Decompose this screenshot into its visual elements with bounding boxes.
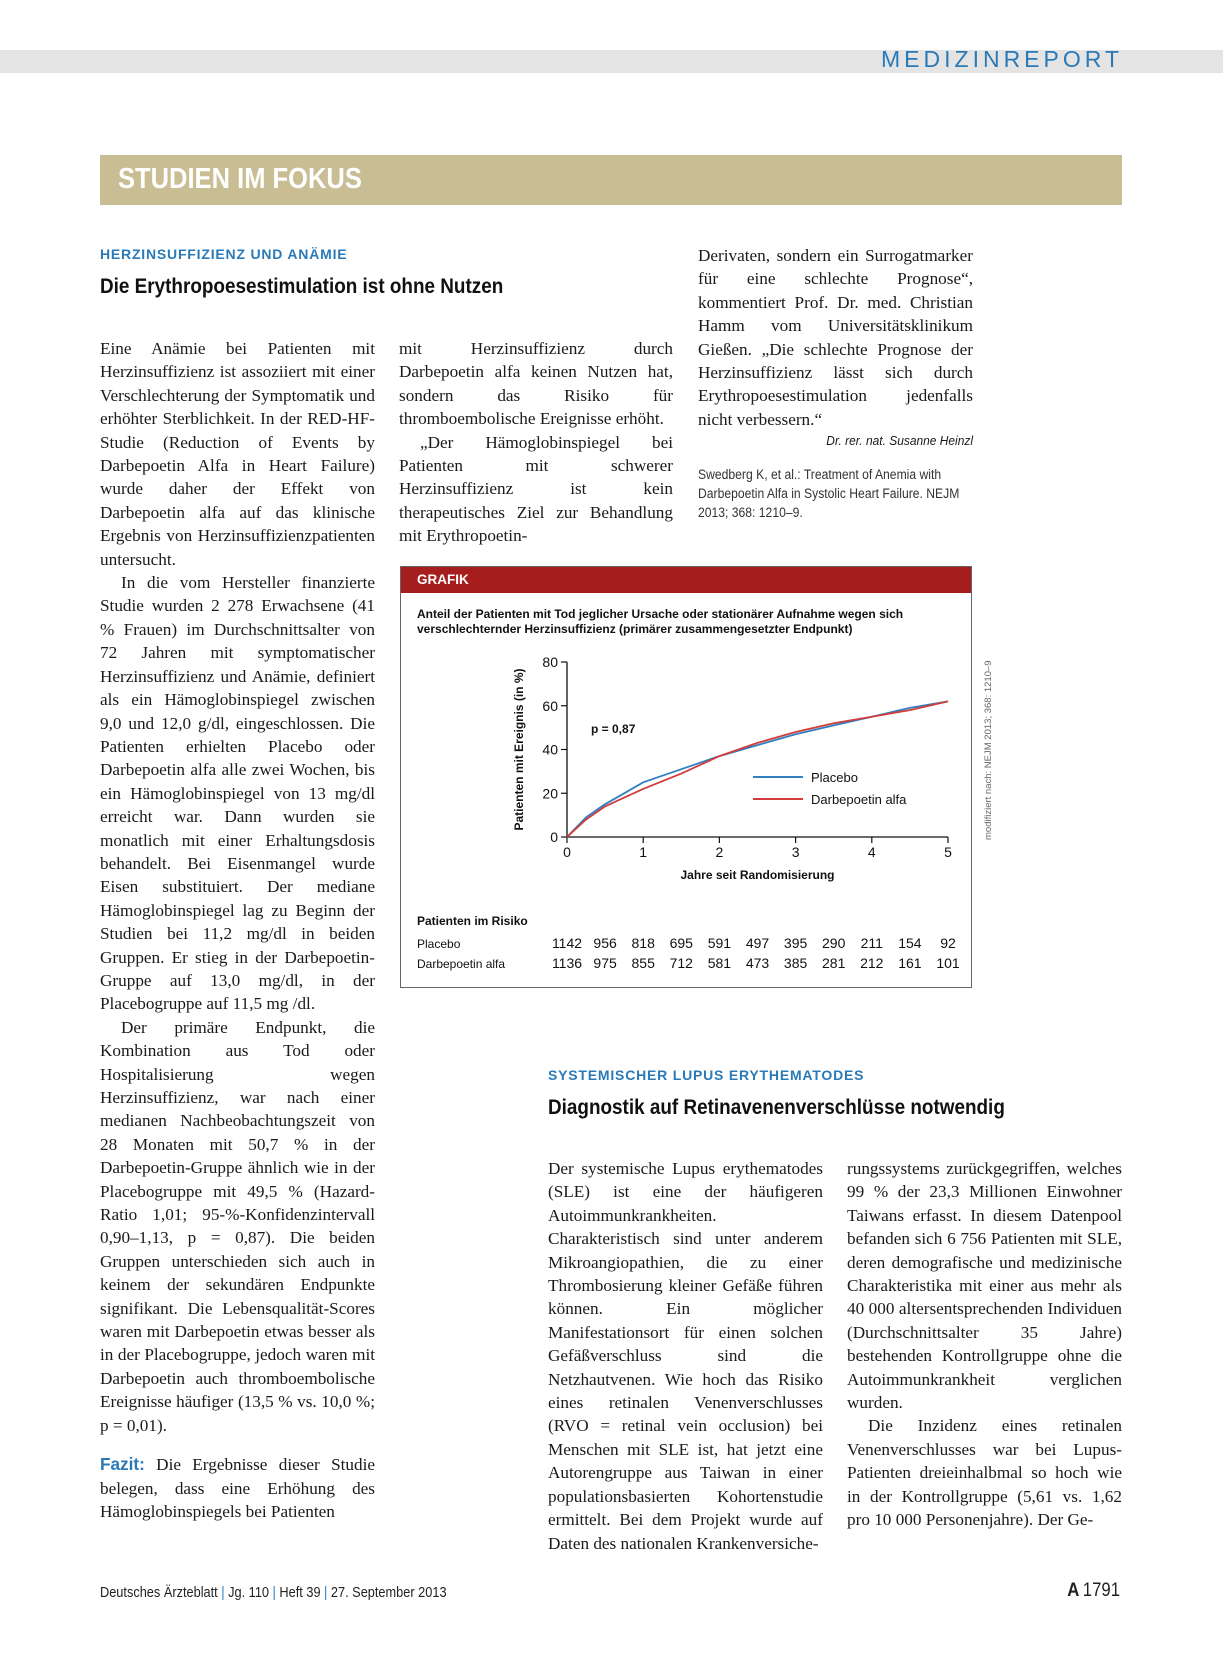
risk-table-cell: 154: [898, 935, 922, 951]
page-prefix: A: [1067, 1580, 1080, 1601]
risk-table-cell: 385: [783, 955, 808, 971]
paragraph: Derivaten, sondern ein Surrogatmarker für eine schlechte Prognose“, kommentiert Prof. Dr. med. Christian Hamm vom Universitätsklinikum Gießen. „Die schlechte Prognose der Herzinsuffizienz lässt sich durch Erythropoesestimulation jedenfalls nicht verbessern.“: [698, 246, 973, 429]
risk-table-cell: 212: [860, 955, 884, 971]
section-label: MEDIZINREPORT: [881, 46, 1123, 72]
risk-table-cell: 281: [822, 955, 846, 971]
line-chart: [401, 567, 971, 987]
risk-table-cell: 695: [669, 935, 693, 951]
page-number: [1067, 1580, 1120, 1602]
chart-title: Anteil der Patienten mit Tod jeglicher Ursache oder stationärer Aufnahme wegen sich verschlechternder Herzinsuffizienz (primärer zusammengesetzter Endpunkt): [417, 607, 904, 636]
risk-table-title: Patienten im Risiko: [417, 914, 528, 928]
x-tick-label: 4: [867, 844, 876, 860]
risk-table-cell: 211: [860, 935, 883, 951]
y-tick-label: 80: [542, 654, 558, 670]
risk-table-cell: 473: [745, 955, 770, 971]
source-note: modifiziert nach: NEJM 2013; 368: 1210–9: [983, 660, 994, 840]
y-tick-label: 40: [542, 741, 558, 758]
footer: Deutsches Ärzteblatt | Jg. 110 | Heft 39 | 27. September 2013: [100, 1585, 447, 1601]
paragraph: Die Inzidenz eines retinalen Venenverschlusses war bei Lupus-Patienten dreieinhalbmal so hoch wie in der Kontrollgruppe (5,61 vs. 1,62 pro 10 000 Personenjahre). Der Ge-: [847, 1416, 1122, 1530]
y-tick-label: 0: [550, 829, 558, 845]
article1-column-1: [100, 337, 375, 1523]
band-title: STUDIEN IM FOKUS: [118, 163, 362, 195]
page-number-value: 1791: [1082, 1580, 1120, 1601]
article2-headline: Diagnostik auf Retinavenenverschlüsse notwendig: [548, 1096, 1005, 1119]
y-tick-label: 60: [542, 697, 558, 714]
paragraph: mit Herzinsuffizienz durch Darbepoetin alfa keinen Nutzen hat, sondern das Risiko für thromboembolische Ereignisse erhöht.: [399, 339, 673, 429]
article2-column-1: [548, 1157, 823, 1555]
risk-table-cell: 395: [783, 935, 808, 951]
article1-headline: Die Erythropoesestimulation ist ohne Nutzen: [100, 275, 504, 298]
reference: Swedberg K, et al.: Treatment of Anemia with Darbepoetin Alfa in Systolic Heart Failure. NEJM 2013; 368: 1210–9.: [698, 467, 960, 520]
risk-table-cell: 161: [898, 955, 922, 971]
paragraph: In die vom Hersteller finanzierte Studie wurden 2 278 Erwachsene (41 % Frauen) im Durchschnittsalter von 72 Jahren mit symptomatischer Herzinsuffizienz und Anämie, definiert als ein Hämoglobinspiegel zwischen 9,0 und 12,0 g/dl, eingeschlossen. Die Patienten erhielten Placebo oder Darbepoetin alfa alle zwei Wochen, bis ein Hämoglobinspiegel von 13 mg/dl erreicht war. Dann wurden sie monatlich mit einer Erhaltungsdosis behandelt. Bei Eisenmangel wurde Eisen substituiert. Der mediane Hämoglobinspiegel lag zu Beginn der Studien bei 11,2 mg/dl in beiden Gruppen. Er stieg in der Darbepoetin-Gruppe auf 13,0 mg/dl, in der Placebogruppe auf 11,5 mg /dl.: [100, 573, 375, 1014]
risk-table-cell: 855: [631, 955, 655, 971]
graphic-box: [400, 566, 972, 988]
risk-table-row-label: Placebo: [417, 937, 461, 951]
x-tick-label: 5: [944, 844, 952, 860]
risk-table-cell: 1136: [551, 955, 583, 971]
x-tick-label: 3: [791, 844, 800, 860]
risk-table-row-label: Darbepoetin alfa: [417, 957, 506, 971]
risk-table-cell: 818: [631, 935, 655, 951]
fazit-label: Fazit:: [100, 1454, 145, 1475]
risk-table-cell: 1142: [551, 935, 583, 951]
x-tick-label: 2: [715, 844, 724, 860]
date: 27. September 2013: [330, 1585, 447, 1601]
paragraph: rungssystems zurückgegriffen, welches 99 % der 23,3 Millionen Einwohner Taiwans erfasst. In diesem Datenpool befanden sich 6 756 Patienten mit SLE, deren demografische und medizinische Charakteristika mit einer aus mehr als 40 000 altersentsprechenden Individuen (Durchschnittsalter 35 Jahre) bestehenden Kontrollgruppe ohne die Autoimmunkrankheit verglichen wurden.: [847, 1159, 1122, 1413]
risk-table-cell: 712: [669, 955, 693, 971]
risk-table-cell: 497: [745, 935, 770, 951]
paragraph: Der systemische Lupus erythematodes (SLE) ist eine der häufigeren Autoimmunkrankheiten. Charakteristisch sind unter anderem Mikroangiopathien, die zu einer Thrombosierung kleiner Gefäße führen können. Ein möglicher Manifestationsort für einen solchen Gefäßverschluss sind die Netzhautvenen. Wie hoch das Risiko eines retinalen Venenverschlusses (RVO = retinal vein occlusion) bei Menschen mit SLE ist, hat jetzt eine Autorengruppe aus Taiwan in einer populationsbasierten Kohortenstudie ermittelt. Bei dem Projekt wurde auf Daten des nationalen Krankenversiche-: [548, 1159, 823, 1553]
article2-kicker: SYSTEMISCHER LUPUS ERYTHEMATODES: [548, 1067, 865, 1083]
fazit-text: Die Ergebnisse dieser Studie belegen, dass eine Erhöhung des Hämoglobinspiegels bei Patienten: [100, 1455, 375, 1521]
y-axis-title: Patienten mit Ereignis (in %): [512, 668, 526, 831]
fazit-paragraph: [100, 1453, 375, 1523]
studien-band: [100, 155, 1122, 205]
risk-table-cell: 290: [822, 935, 846, 951]
paragraph: Der primäre Endpunkt, die Kombination aus Tod oder Hospitalisierung wegen Herzinsuffizienz, war nach einer medianen Nachbeobachtungszeit von 28 Monaten mit 50,7 % in der Darbepoetin-Gruppe ähnlich wie in der Placebogruppe mit 49,5 % (Hazard-Ratio 1,01; 95-%-Konfidenzintervall 0,90–1,13, p = 0,87). Die beiden Gruppen unterschieden sich auch in keinem der sekundären Endpunkte signifikant. Die Lebensqualität-Scores waren mit Darbepoetin etwas besser als in der Placebogruppe, jedoch waren mit Darbepoetin auch thromboembolische Ereignisse häufiger (13,5 % vs. 10,0 %; p = 0,01).: [100, 1017, 375, 1435]
author: Dr. rer. nat. Susanne Heinzl: [826, 433, 973, 448]
graphic-label: GRAFIK: [417, 572, 469, 587]
risk-table-cell: 975: [593, 955, 617, 971]
article1-column-3: [698, 244, 973, 431]
article2-column-2: [847, 1157, 1122, 1532]
x-axis-title: Jahre seit Randomisierung: [680, 868, 835, 882]
paragraph: „Der Hämoglobinspiegel bei Patienten mit schwerer Herzinsuffizienz ist kein therapeutisches Ziel zur Behandlung mit Erythropoetin-: [399, 432, 673, 546]
article1-kicker: HERZINSUFFIZIENZ UND ANÄMIE: [100, 246, 348, 262]
paragraph: Eine Anämie bei Patienten mit Herzinsuffizienz ist assoziiert mit einer Verschlechterung der Symptomatik und erhöhter Sterblichkeit. In der RED-HF-Studie (Reduction of Events by Darbepoetin Alfa in Heart Failure) wurde daher der Effekt von Darbepoetin alfa auf das klinische Ergebnis von Herzinsuffizienzpatienten untersucht.: [100, 339, 375, 569]
x-tick-label: 1: [639, 844, 648, 860]
risk-table-cell: 581: [707, 955, 732, 971]
volume: Jg. 110: [228, 1585, 270, 1601]
y-tick-label: 20: [542, 785, 558, 802]
issue: Heft 39: [279, 1585, 321, 1601]
p-value-annotation: p = 0,87: [591, 722, 636, 736]
risk-table-cell: 92: [940, 935, 956, 951]
journal-name: Deutsches Ärzteblatt: [100, 1585, 218, 1601]
risk-table-cell: 101: [936, 955, 960, 971]
risk-table-cell: 591: [707, 935, 732, 951]
article1-column-2: [399, 337, 673, 548]
legend-label-2: Darbepoetin alfa: [811, 792, 907, 807]
legend-label-1: Placebo: [811, 770, 858, 785]
x-tick-label: 0: [563, 844, 571, 860]
risk-table-cell: 956: [593, 935, 617, 951]
